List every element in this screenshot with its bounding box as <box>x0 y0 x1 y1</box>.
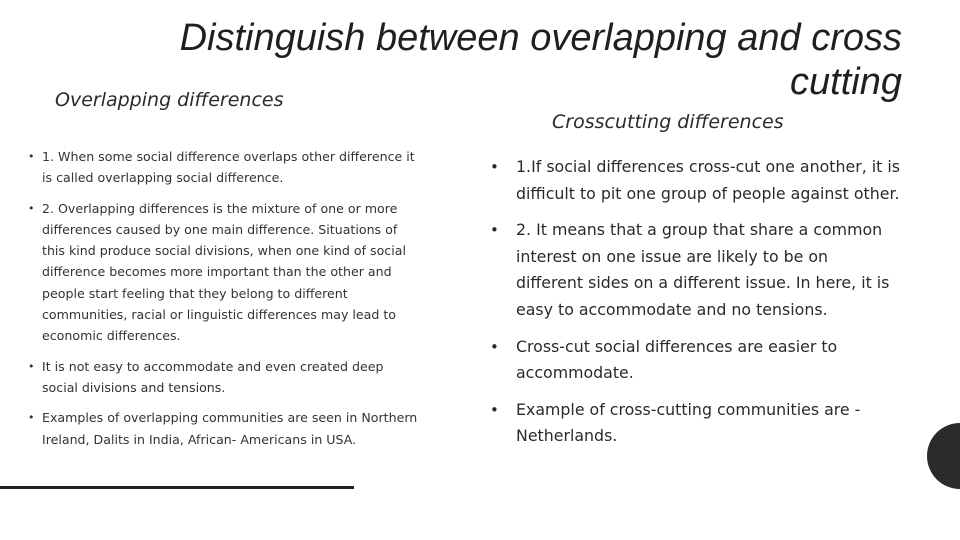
bullet-marker: • <box>28 359 35 373</box>
list-item <box>28 146 420 189</box>
slide-title: Distinguish between overlapping and cross cutting <box>179 17 902 103</box>
list-item <box>490 154 900 207</box>
bullet-text: Cross-cut social differences are easier to accommodate. <box>516 336 838 383</box>
bullet-text: Examples of overlapping communities are seen in Northern Ireland, Dalits in India, African- Americans in USA. <box>42 410 418 447</box>
bullet-marker: • <box>490 221 499 240</box>
bullet-marker: • <box>28 150 35 163</box>
crosscutting-bullet-list <box>490 154 900 450</box>
bullet-text: 2. It means that a group that share a common interest on one issue are likely to be on different sides on a different issue. In here, it is easy to accommodate and no tensions. <box>516 220 890 319</box>
overlapping-bullet-list <box>28 146 420 450</box>
bullet-text: It is not easy to accommodate and even created deep social divisions and tensions. <box>42 358 384 395</box>
list-item <box>490 334 900 387</box>
crosscutting-heading: Crosscutting differences <box>552 111 784 133</box>
list-item <box>490 397 900 450</box>
bullet-text: Example of cross-cutting communities are - Netherlands. <box>516 399 861 446</box>
list-item <box>28 198 420 347</box>
bullet-marker: • <box>490 337 499 356</box>
divider-rule <box>0 486 354 489</box>
bullet-marker: • <box>490 400 499 419</box>
decorative-circle <box>927 423 960 489</box>
bullet-marker: • <box>28 411 35 425</box>
overlapping-heading: Overlapping differences <box>55 89 284 111</box>
list-item <box>28 407 420 450</box>
list-item <box>490 217 900 323</box>
bullet-text: 1.If social differences cross-cut one another, it is difficult to pit one group of people against other. <box>516 157 900 203</box>
bullet-marker: • <box>28 201 35 215</box>
list-item <box>28 356 420 399</box>
bullet-text: 1. When some social difference overlaps other difference it is called overlapping social difference. <box>42 149 415 186</box>
bullet-text: 2. Overlapping differences is the mixture of one or more differences caused by one main difference. Situations of this kind produce social divisions, when one kind of social difference becomes more important than the other and people start feeling that they belong to different communities, racial or linguistic differences may lead to economic differences. <box>42 200 406 344</box>
bullet-marker: • <box>490 158 499 176</box>
